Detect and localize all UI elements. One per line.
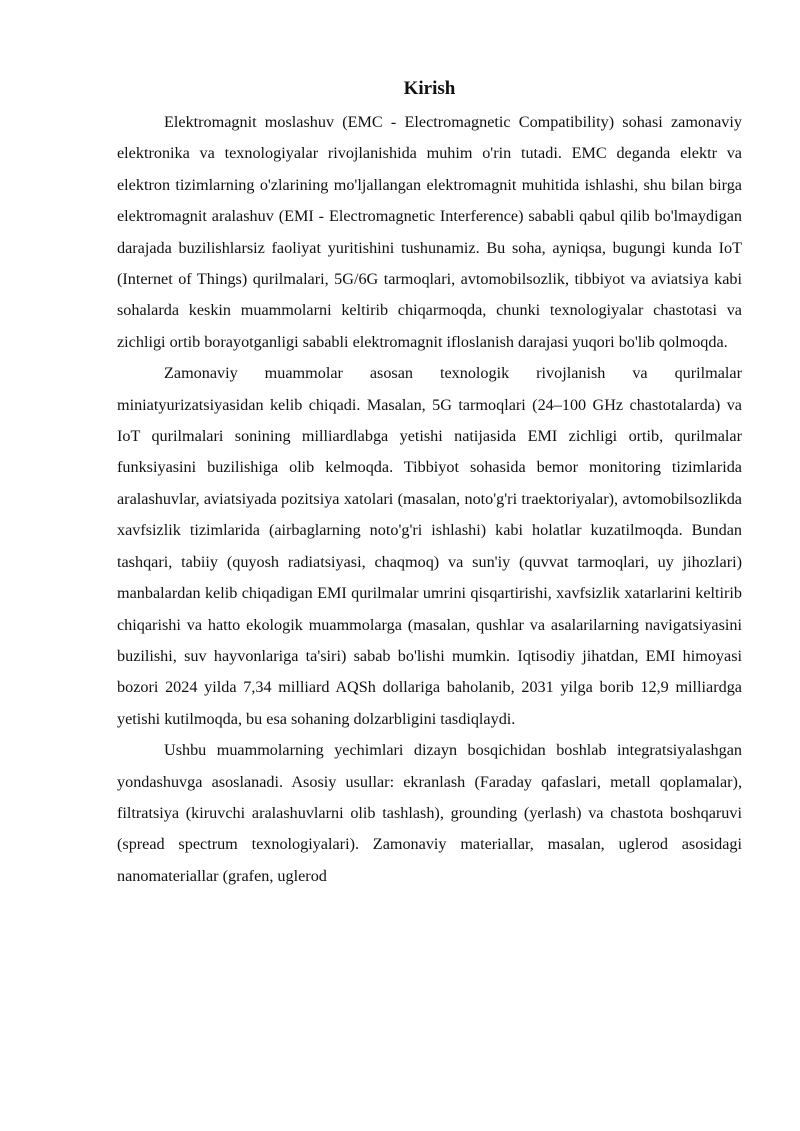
paragraph-solutions: Ushbu muammolarning yechimlari dizayn bosqichidan boshlab integratsiyalashgan yondashuvga asoslanadi. Asosiy usullar: ekranlash (Faraday qafaslari, metall qoplamalar), filtratsiya (kiruvchi aralashuvlarni olib tashlash), grounding (yerlash) va chastota boshqaruvi (spread spectrum texnologiyalari). Zamonaviy materiallar, masalan, uglerod asosidagi nanomateriallar (grafen, uglerod <box>117 741 742 885</box>
paragraph-emc-definition: Elektromagnit moslashuv (EMC - Electromagnetic Compatibility) sohasi zamonaviy elektronika va texnologiyalar rivojlanishida muhim o'rin tutadi. EMC deganda elektr va elektron tizimlarning o'zlarining mo'ljallangan elektromagnit muhitida ishlashi, shu bilan birga elektromagnit aralashuv (EMI - Electromagnetic Interference) sababli qabul qilib bo'lmaydigan darajada buzilishlarsiz faoliyat yuritishini tushunamiz. Bu soha, ayniqsa, bugungi kunda IoT (Internet of Things) qurilmalari, 5G/6G tarmoqlari, avtomobilsozlik, tibbiyot va aviatsiya kabi sohalarda keskin muammolarni keltirib chiqarmoqda, chunki texnologiyalar chastotasi va zichligi ortib borayotganligi sababli elektromagnit ifloslanish darajasi yuqori bo'lib qolmoqda. <box>117 113 742 351</box>
paragraph-modern-problems: Zamonaviy muammolar asosan texnologik rivojlanish va qurilmalar miniatyurizatsiyasidan kelib chiqadi. Masalan, 5G tarmoqlari (24–100 GHz chastotalarda) va IoT qurilmalari sonining milliardlabga yetishi natijasida EMI zichligi ortib, qurilmalar funksiyasini buzilishiga olib kelmoqda. Tibbiyot sohasida bemor monitoring tizimlarida aralashuvlar, aviatsiyada pozitsiya xatolari (masalan, noto'g'ri traektoriyalar), avtomobilsozlikda xavfsizlik tizimlarida (airbaglarning noto'g'ri ishlashi) kabi holatlar kuzatilmoqda. Bundan tashqari, tabiiy (quyosh radiatsiyasi, chaqmoq) va sun'iy (quvvat tarmoqlari, uy jihozlari) manbalardan kelib chiqadigan EMI qurilmalar umrini qisqartirishi, xavfsizlik xatarlarini keltirib chiqarishi va hatto ekologik muammolarga (masalan, qushlar va asalarilarning navigatsiyasini buzilishi, suv hayvonlariga ta'siri) sabab bo'lishi mumkin. Iqtisodiy jihatdan, EMI himoyasi bozori 2024 yilda 7,34 milliard AQSh dollariga baholanib, 2031 yilga borib 12,9 milliardga yetishi kutilmoqda, bu esa sohaning dolzarbligini tasdiqlaydi. <box>117 364 742 728</box>
document-page <box>117 75 742 892</box>
section-title: Kirish <box>403 78 456 99</box>
